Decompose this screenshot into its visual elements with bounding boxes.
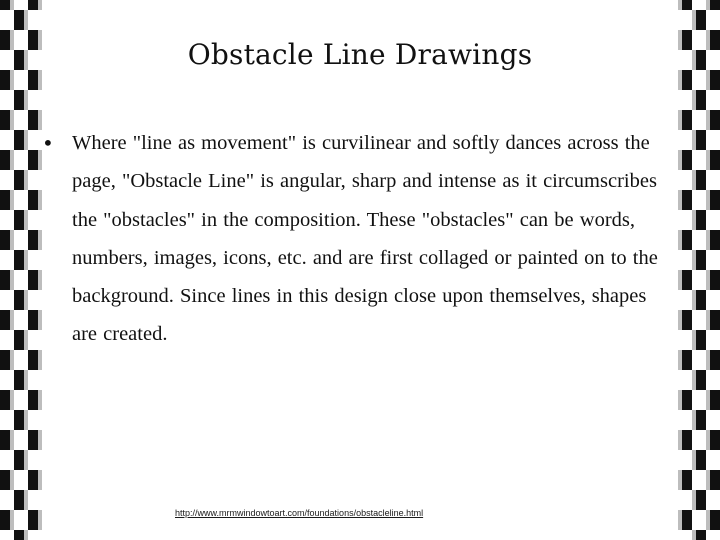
border-pattern <box>678 0 720 540</box>
border-bevel <box>678 0 682 10</box>
border-bevel <box>692 370 696 390</box>
border-block <box>0 250 14 270</box>
border-bevel <box>692 250 696 270</box>
border-bevel <box>678 310 682 330</box>
border-bevel <box>678 150 682 170</box>
border-block <box>0 210 14 230</box>
border-bevel <box>24 530 28 540</box>
border-bevel <box>692 290 696 310</box>
border-bevel <box>692 490 696 510</box>
border-bevel <box>678 270 682 290</box>
border-bevel <box>678 110 682 130</box>
border-block <box>678 450 692 470</box>
border-bevel <box>10 110 14 130</box>
border-pattern <box>0 0 42 540</box>
border-block <box>0 410 14 430</box>
border-block <box>692 30 706 50</box>
border-bevel <box>10 510 14 530</box>
border-block <box>678 370 692 390</box>
border-block <box>28 10 42 30</box>
border-bevel <box>706 30 710 50</box>
border-bevel <box>24 370 28 390</box>
border-block <box>0 50 14 70</box>
border-bevel <box>24 250 28 270</box>
border-bevel <box>706 470 710 490</box>
border-block <box>706 370 720 390</box>
border-block <box>678 490 692 510</box>
border-block <box>28 450 42 470</box>
border-bevel <box>10 390 14 410</box>
border-block <box>0 90 14 110</box>
left-decorative-border <box>0 0 42 540</box>
border-block <box>14 230 28 250</box>
border-block <box>14 30 28 50</box>
border-block <box>14 310 28 330</box>
border-block <box>692 350 706 370</box>
border-bevel <box>706 390 710 410</box>
border-bevel <box>24 450 28 470</box>
border-bevel <box>706 350 710 370</box>
border-block <box>14 110 28 130</box>
border-bevel <box>692 130 696 150</box>
border-bevel <box>678 510 682 530</box>
border-block <box>692 110 706 130</box>
right-decorative-border <box>678 0 720 540</box>
border-bevel <box>24 170 28 190</box>
slide-title: Obstacle Line Drawings <box>187 38 533 71</box>
border-block <box>14 270 28 290</box>
border-bevel <box>24 330 28 350</box>
border-bevel <box>678 190 682 210</box>
border-block <box>678 90 692 110</box>
source-link[interactable]: http://www.mrmwindowtoart.com/foundations/obstacleline.html <box>175 508 424 518</box>
bullet-list <box>40 124 672 354</box>
border-block <box>706 490 720 510</box>
border-block <box>692 430 706 450</box>
border-block <box>0 130 14 150</box>
border-block <box>706 90 720 110</box>
border-bevel <box>692 530 696 540</box>
border-bevel <box>24 410 28 430</box>
border-bevel <box>706 70 710 90</box>
border-block <box>14 390 28 410</box>
bullet-text: Where "line as movement" is curvilinear and softly dances across the page, "Obstacle Line" is angular, sharp and intense as it circumscribes the "obstacles" in the composition. These "obstacles" can be words, numbers, images, icons, etc. and are first collaged or painted on to the background. Since lines in this design close upon themselves, shapes are created. <box>72 132 658 346</box>
border-bevel <box>692 10 696 30</box>
border-bevel <box>24 490 28 510</box>
border-bevel <box>706 230 710 250</box>
border-bevel <box>10 150 14 170</box>
border-block <box>692 230 706 250</box>
border-block <box>692 310 706 330</box>
border-bevel <box>10 430 14 450</box>
border-block <box>0 450 14 470</box>
border-block <box>0 490 14 510</box>
border-block <box>0 330 14 350</box>
border-block <box>678 10 692 30</box>
border-bevel <box>692 210 696 230</box>
border-block <box>14 0 28 10</box>
border-block <box>678 250 692 270</box>
border-bevel <box>706 510 710 530</box>
border-bevel <box>38 390 42 410</box>
border-block <box>706 170 720 190</box>
border-bevel <box>10 310 14 330</box>
border-block <box>14 150 28 170</box>
border-block <box>706 530 720 540</box>
border-block <box>678 170 692 190</box>
border-block <box>692 510 706 530</box>
border-block <box>14 350 28 370</box>
border-bevel <box>678 430 682 450</box>
border-bevel <box>678 30 682 50</box>
border-bevel <box>24 10 28 30</box>
border-block <box>14 70 28 90</box>
border-bevel <box>692 410 696 430</box>
border-bevel <box>692 50 696 70</box>
border-block <box>678 210 692 230</box>
border-block <box>678 290 692 310</box>
border-bevel <box>10 70 14 90</box>
border-block <box>706 290 720 310</box>
border-block <box>706 450 720 470</box>
border-bevel <box>678 350 682 370</box>
bullet-icon: • <box>42 131 54 155</box>
border-block <box>692 0 706 10</box>
border-bevel <box>10 230 14 250</box>
border-block <box>28 530 42 540</box>
border-block <box>14 190 28 210</box>
border-block <box>678 330 692 350</box>
border-bevel <box>10 470 14 490</box>
border-bevel <box>38 470 42 490</box>
border-bevel <box>706 430 710 450</box>
border-block <box>28 90 42 110</box>
border-bevel <box>706 190 710 210</box>
border-bevel <box>706 150 710 170</box>
border-block <box>692 150 706 170</box>
border-bevel <box>678 470 682 490</box>
border-block <box>706 130 720 150</box>
border-block <box>0 530 14 540</box>
border-bevel <box>38 70 42 90</box>
border-bevel <box>706 0 710 10</box>
border-bevel <box>678 230 682 250</box>
border-bevel <box>10 30 14 50</box>
border-bevel <box>38 430 42 450</box>
border-bevel <box>24 90 28 110</box>
border-bevel <box>38 510 42 530</box>
border-block <box>14 510 28 530</box>
border-block <box>706 330 720 350</box>
border-block <box>678 130 692 150</box>
border-block <box>28 490 42 510</box>
border-block <box>706 410 720 430</box>
border-bevel <box>24 290 28 310</box>
border-block <box>0 170 14 190</box>
border-bevel <box>678 70 682 90</box>
border-bevel <box>706 310 710 330</box>
border-bevel <box>24 130 28 150</box>
border-block <box>14 470 28 490</box>
border-bevel <box>10 190 14 210</box>
border-block <box>706 50 720 70</box>
border-bevel <box>678 390 682 410</box>
border-bevel <box>10 350 14 370</box>
border-block <box>692 270 706 290</box>
border-bevel <box>24 50 28 70</box>
border-block <box>692 470 706 490</box>
border-bevel <box>692 330 696 350</box>
border-bevel <box>692 90 696 110</box>
border-bevel <box>10 270 14 290</box>
border-block <box>692 390 706 410</box>
border-bevel <box>38 30 42 50</box>
border-block <box>0 10 14 30</box>
border-block <box>0 290 14 310</box>
border-block <box>28 370 42 390</box>
border-block <box>678 530 692 540</box>
border-block <box>14 430 28 450</box>
border-block <box>28 50 42 70</box>
border-block <box>678 50 692 70</box>
border-bevel <box>24 210 28 230</box>
border-bevel <box>38 0 42 10</box>
border-block <box>28 410 42 430</box>
border-bevel <box>10 0 14 10</box>
border-block <box>0 370 14 390</box>
border-bevel <box>692 450 696 470</box>
border-block <box>692 70 706 90</box>
border-bevel <box>692 170 696 190</box>
border-block <box>706 210 720 230</box>
border-block <box>706 10 720 30</box>
border-bevel <box>706 270 710 290</box>
border-block <box>706 250 720 270</box>
border-block <box>692 190 706 210</box>
border-block <box>678 410 692 430</box>
border-bevel <box>706 110 710 130</box>
